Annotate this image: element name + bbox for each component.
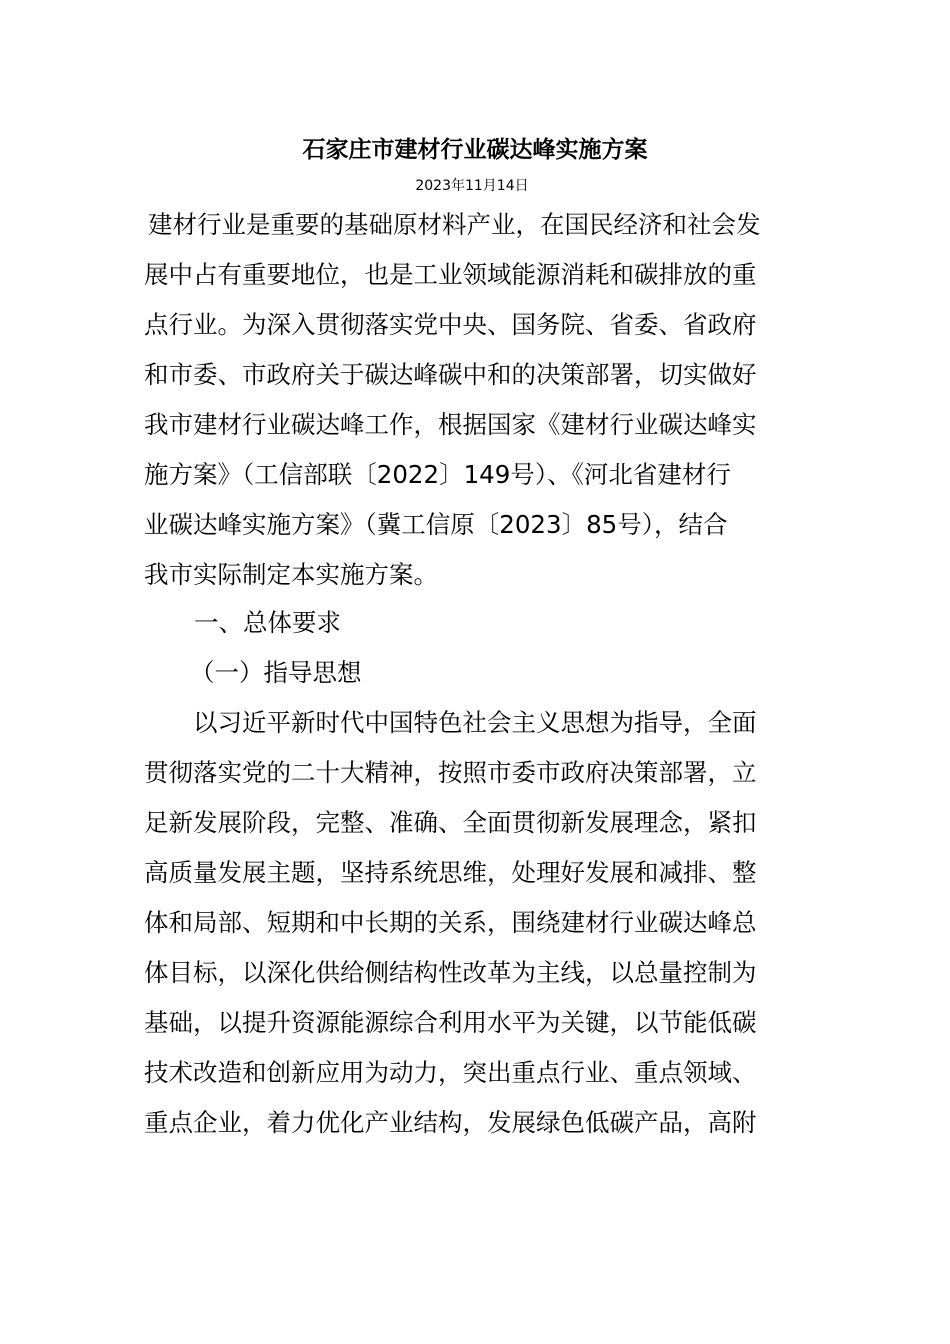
guiding-paragraph — [144, 698, 814, 1148]
guiding-line: 体目标，以深化供给侧结构性改革为主线，以总量控制为 — [144, 958, 757, 987]
intro-paragraph — [144, 200, 814, 600]
document-title: 石家庄市建材行业碳达峰实施方案 — [302, 137, 648, 163]
guiding-line: 以习近平新时代中国特色社会主义思想为指导，全面 — [193, 708, 757, 737]
guiding-line: 体和局部、短期和中长期的关系，围绕建材行业碳达峰总 — [144, 908, 757, 937]
intro-line: 点行业。为深入贯彻落实党中央、国务院、省委、省政府 — [144, 310, 757, 339]
intro-line: 业碳达峰实施方案》（冀工信原〔2023〕85号），结合 — [144, 510, 728, 539]
intro-line: 建材行业是重要的基础原材料产业，在国民经济和社会发 — [148, 210, 761, 239]
intro-line: 展中占有重要地位，也是工业领域能源消耗和碳排放的重 — [144, 260, 757, 289]
guiding-line: 重点企业，着力优化产业结构，发展绿色低碳产品，高附 — [144, 1108, 757, 1137]
section-heading — [144, 598, 814, 648]
intro-line: 我市建材行业碳达峰工作，根据国家《建材行业碳达峰实 — [144, 410, 757, 439]
guiding-line: 技术改造和创新应用为动力，突出重点行业、重点领域、 — [144, 1058, 757, 1087]
section-1-heading: 一、总体要求 — [194, 608, 341, 637]
guiding-line: 贯彻落实党的二十大精神，按照市委市政府决策部署，立 — [144, 758, 757, 787]
guiding-line: 高质量发展主题，坚持系统思维，处理好发展和减排、整 — [144, 858, 757, 887]
intro-line: 施方案》（工信部联〔2022〕149号）、《河北省建材行 — [144, 460, 731, 489]
guiding-line: 基础，以提升资源能源综合利用水平为关键，以节能低碳 — [144, 1008, 757, 1037]
guiding-line: 足新发展阶段，完整、准确、全面贯彻新发展理念，紧扣 — [144, 808, 757, 837]
intro-line: 和市委、市政府关于碳达峰碳中和的决策部署，切实做好 — [144, 360, 757, 389]
subsection-heading — [144, 648, 814, 698]
intro-line: 我市实际制定本实施方案。 — [144, 560, 438, 589]
document-date: 2023年11月14日 — [415, 178, 529, 194]
subsection-1-heading: （一）指导思想 — [190, 658, 362, 687]
